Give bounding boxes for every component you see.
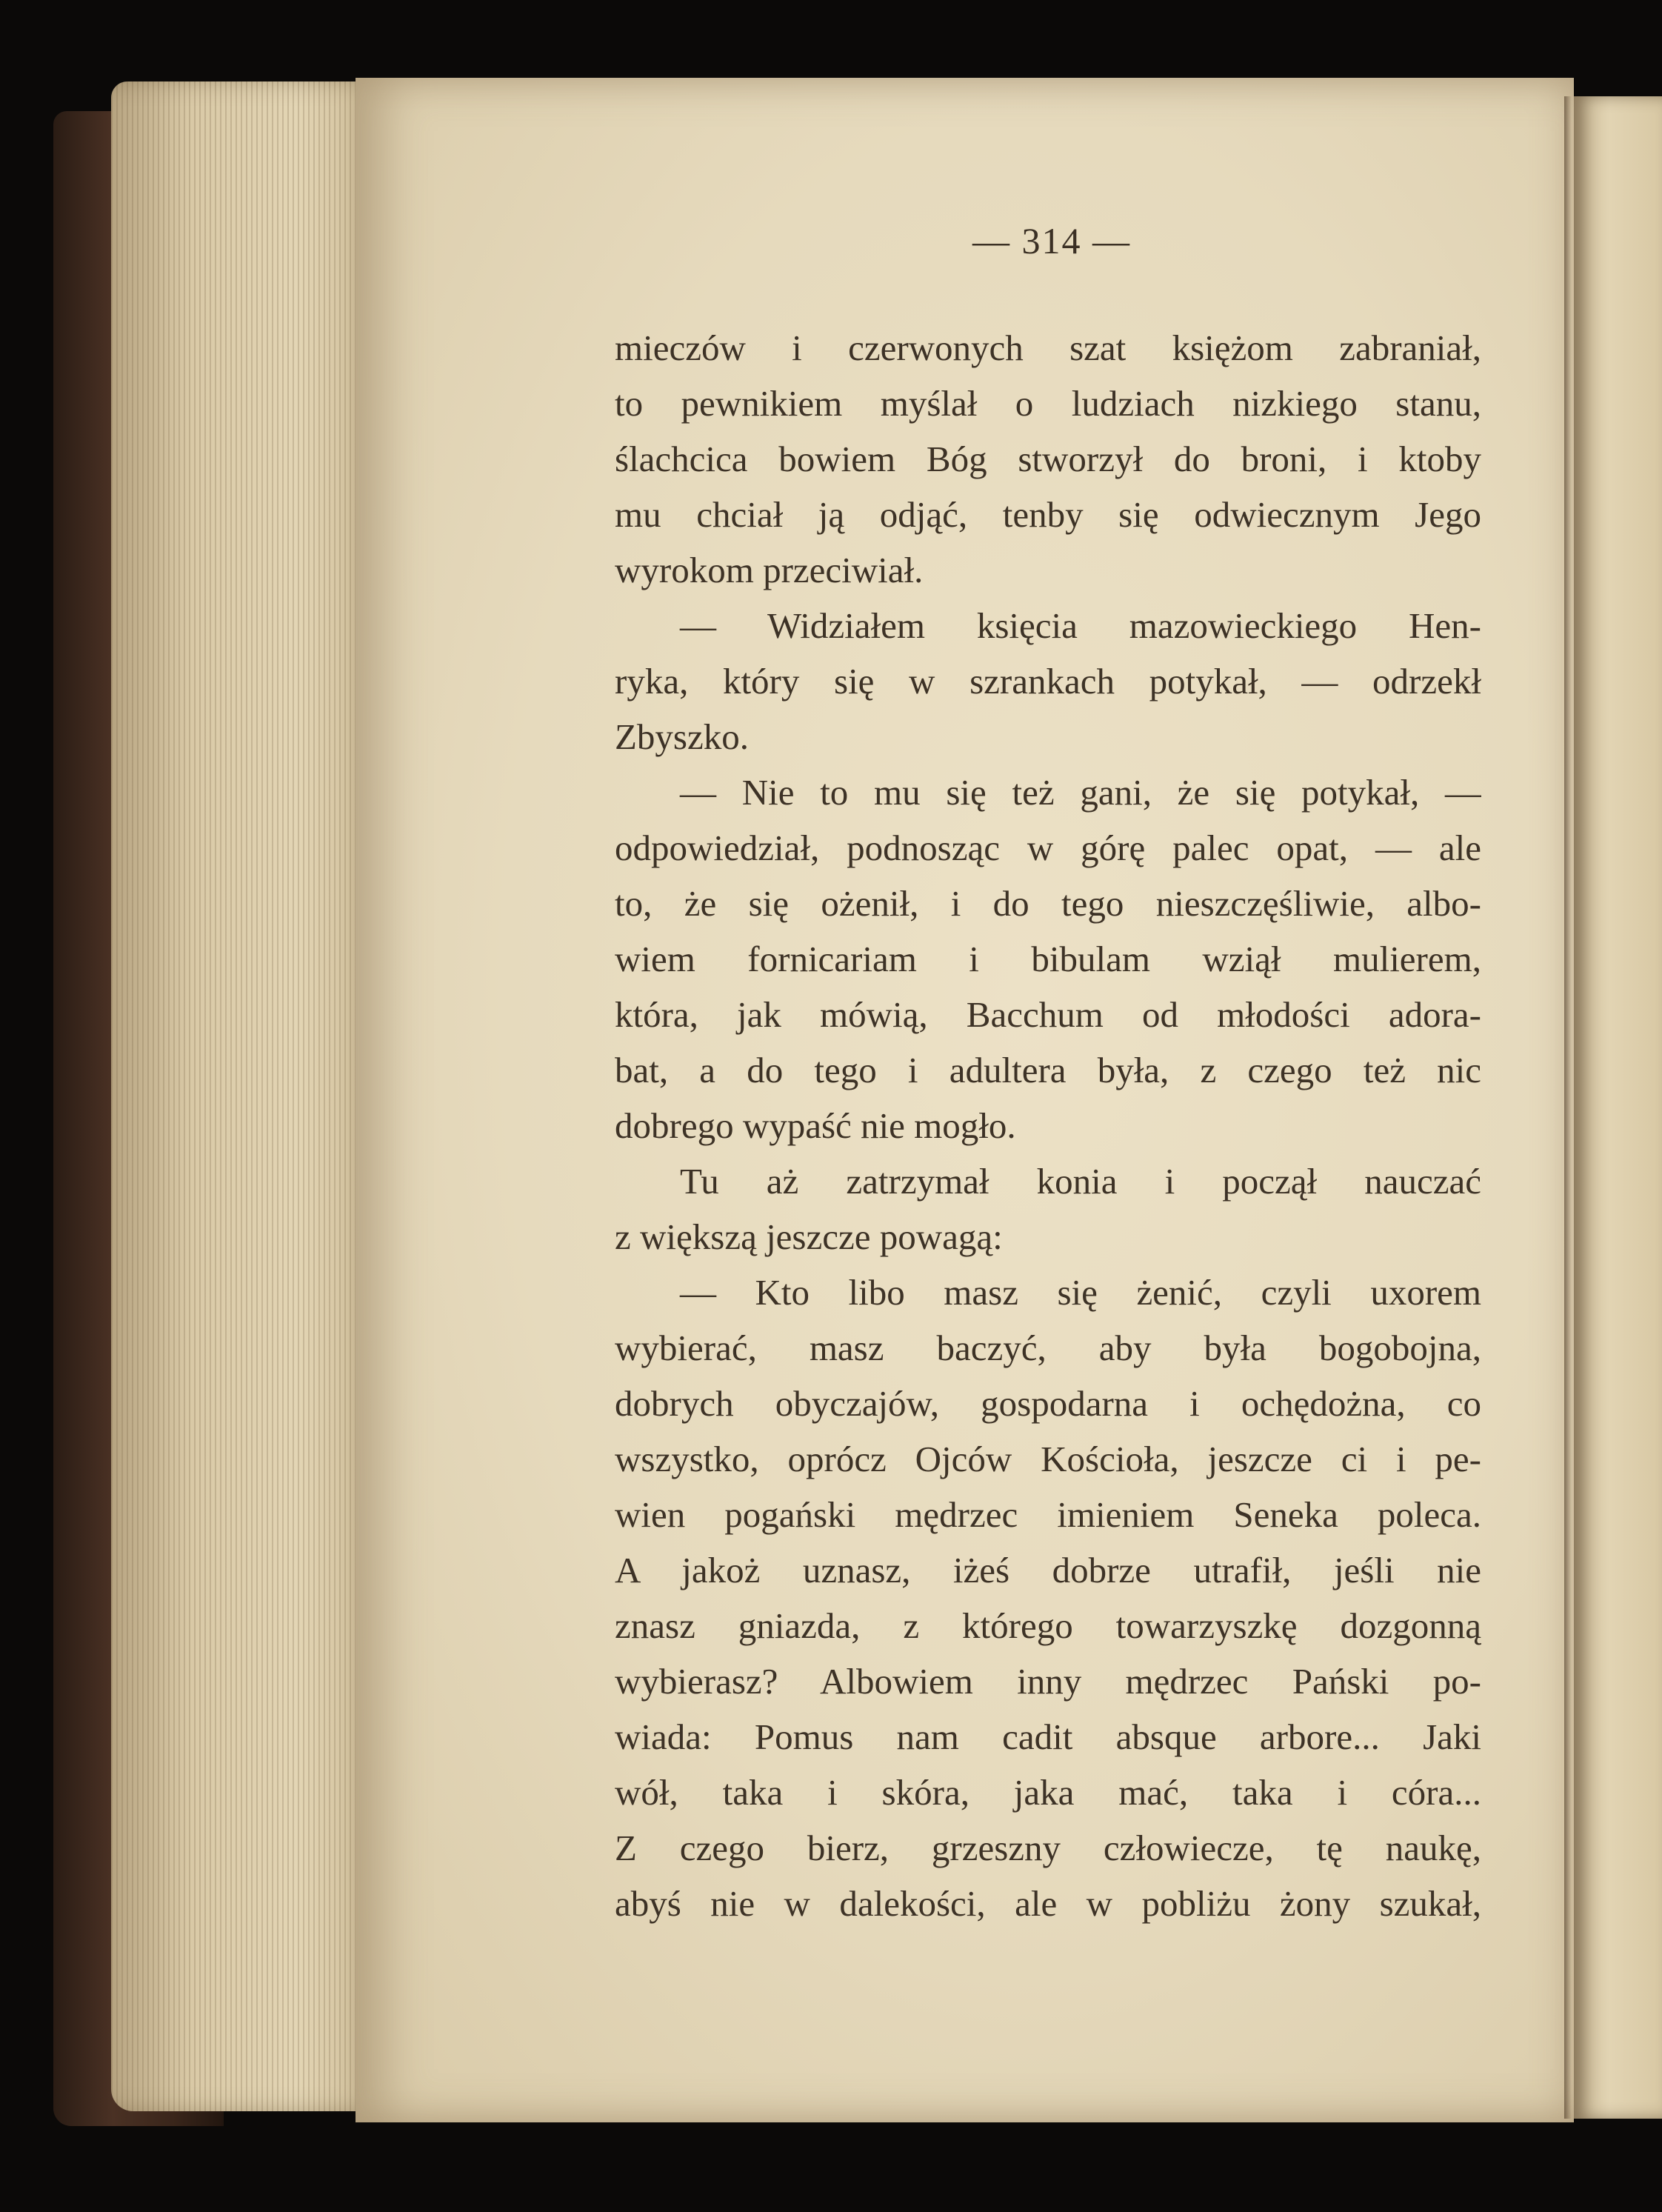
next-page-edge [1574, 96, 1662, 2119]
text-line: Z czego bierz, grzeszny człowiecze, tę naukę, [615, 1828, 1481, 1868]
text-line: dobrego wypaść nie mogło. [615, 1105, 1016, 1146]
text-line: abyś nie w dalekości, ale w pobliżu żony szukał, [615, 1883, 1481, 1924]
text-line: wyrokom przeciwiał. [615, 550, 924, 590]
text-line: bat, a do tego i adultera była, z czego też nic [615, 1050, 1481, 1090]
text-line: A jakoż uznasz, iżeś dobrze utrafił, jeśli nie [615, 1550, 1481, 1590]
text-line: wiada: Pomus nam cadit absque arbore... Jaki [615, 1716, 1481, 1757]
text-line: Tu aż zatrzymał konia i począł nauczać [680, 1161, 1481, 1202]
text-line: wiem fornicariam i bibulam wziął mulierem, [615, 939, 1481, 979]
text-line: odpowiedział, podnosząc w górę palec opat, — ale [615, 827, 1481, 868]
text-line: z większą jeszcze powagą: [615, 1216, 1003, 1257]
text-line: wszystko, oprócz Ojców Kościoła, jeszcze ci i pe- [615, 1439, 1481, 1479]
page-edges [111, 81, 378, 2111]
text-line: Zbyszko. [615, 716, 749, 757]
text-line: — Widziałem księcia mazowieckiego Hen- [680, 605, 1481, 646]
text-line: dobrych obyczajów, gospodarna i ochędożna, co [615, 1383, 1481, 1424]
text-line: znasz gniazda, z którego towarzyszkę dozgonną [615, 1605, 1481, 1646]
text-line: — Nie to mu się też gani, że się potykał, — [680, 772, 1481, 813]
gutter-shadow [1564, 96, 1572, 2119]
text-line: wybierać, masz baczyć, aby była bogobojna, [615, 1327, 1481, 1368]
text-line: ślachcica bowiem Bóg stworzył do broni, i ktoby [615, 439, 1481, 479]
page-text [615, 320, 1481, 1931]
page-number: — 314 — [972, 220, 1131, 261]
text-line: mu chciał ją odjąć, tenby się odwiecznym Jego [615, 494, 1481, 535]
text-line: to, że się ożenił, i do tego nieszczęśliwie, albo- [615, 883, 1481, 924]
text-line: — Kto libo masz się żenić, czyli uxorem [680, 1272, 1481, 1313]
text-line: ryka, który się w szrankach potykał, — odrzekł [615, 661, 1481, 702]
text-line: wół, taka i skóra, jaka mać, taka i córa... [615, 1772, 1481, 1813]
text-line: mieczów i czerwonych szat księżom zabraniał, [615, 327, 1481, 368]
text-line: która, jak mówią, Bacchum od młodości adora- [615, 994, 1481, 1035]
text-line: wien pogański mędrzec imieniem Seneka poleca. [615, 1494, 1481, 1535]
text-line: to pewnikiem myślał o ludziach nizkiego stanu, [615, 383, 1481, 424]
text-line: wybierasz? Albowiem inny mędrzec Pański po- [615, 1661, 1481, 1702]
